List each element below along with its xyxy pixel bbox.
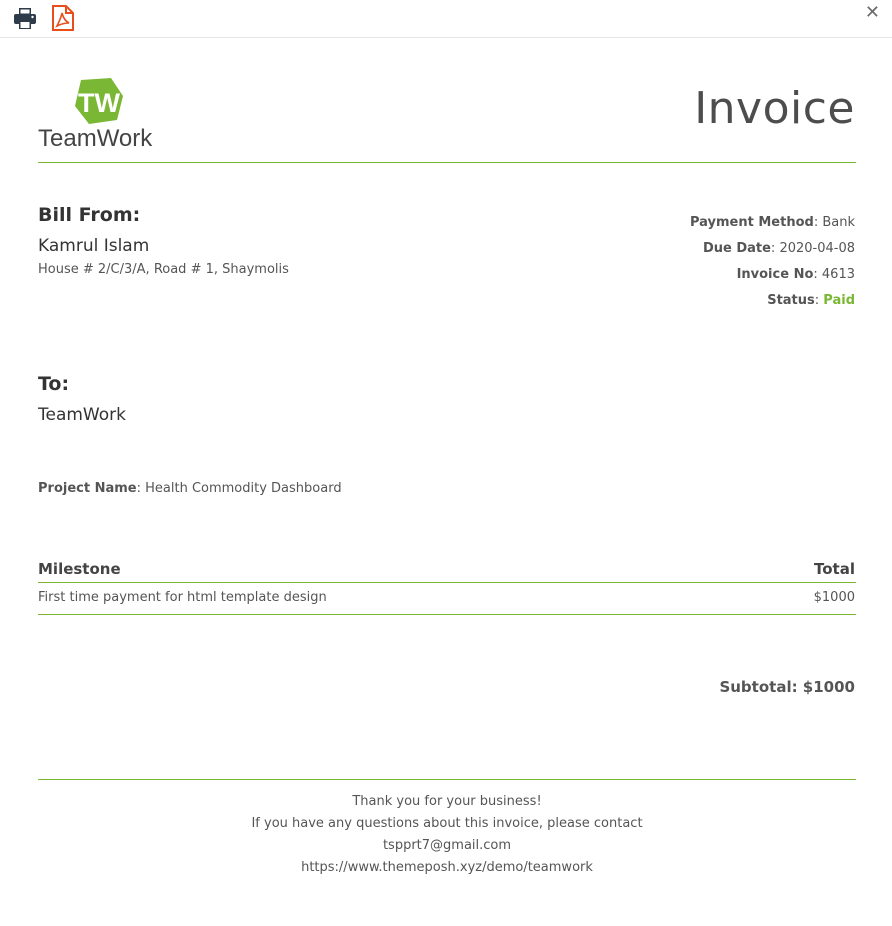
sender-name: Kamrul Islam xyxy=(38,236,150,256)
footer xyxy=(38,792,856,880)
printer-icon xyxy=(12,5,38,31)
subtotal: Subtotal: $1000 xyxy=(719,678,855,696)
table-bottom-divider xyxy=(38,614,856,615)
total-header: Total xyxy=(814,560,855,578)
recipient-name: TeamWork xyxy=(38,405,126,425)
invoice-number-row: Invoice No: 4613 xyxy=(736,267,855,282)
status-badge: Paid xyxy=(823,293,855,308)
payment-method-row: Payment Method: Bank xyxy=(689,215,855,230)
logo-monogram: TW xyxy=(78,88,120,118)
logo xyxy=(37,76,162,152)
bill-from-heading: Bill From: xyxy=(38,204,141,226)
thanks-line: Thank you for your business! xyxy=(352,794,542,809)
pdf-file-icon xyxy=(50,5,76,31)
sender-address: House # 2/C/3/A, Road # 1, Shaymolis xyxy=(38,262,289,277)
due-date-row: Due Date: 2020-04-08 xyxy=(702,241,855,256)
close-button[interactable] xyxy=(865,3,880,23)
project-name: Project Name: Health Commodity Dashboard xyxy=(38,481,342,496)
close-icon: ✕ xyxy=(864,2,880,23)
invoice-meta xyxy=(690,212,855,316)
bill-to-heading: To: xyxy=(38,373,70,395)
status-row: Status: Paid xyxy=(767,293,855,308)
milestone-header: Milestone xyxy=(38,560,121,578)
toolbar xyxy=(0,0,892,38)
website-url: https://www.themeposh.xyz/demo/teamwork xyxy=(301,860,593,875)
header-divider xyxy=(38,162,856,163)
contact-line: If you have any questions about this invoice, please contact xyxy=(251,816,643,831)
logo-text: TeamWork xyxy=(38,125,153,152)
invoice-title: Invoice xyxy=(694,83,855,134)
table-row-milestone: First time payment for html template design xyxy=(38,590,327,605)
table-header-divider xyxy=(38,582,856,583)
contact-email: tspprt7@gmail.com xyxy=(382,838,512,853)
footer-divider xyxy=(38,779,856,780)
pdf-button[interactable] xyxy=(50,5,76,31)
table-row-total: $1000 xyxy=(813,590,855,605)
print-button[interactable] xyxy=(12,5,38,31)
